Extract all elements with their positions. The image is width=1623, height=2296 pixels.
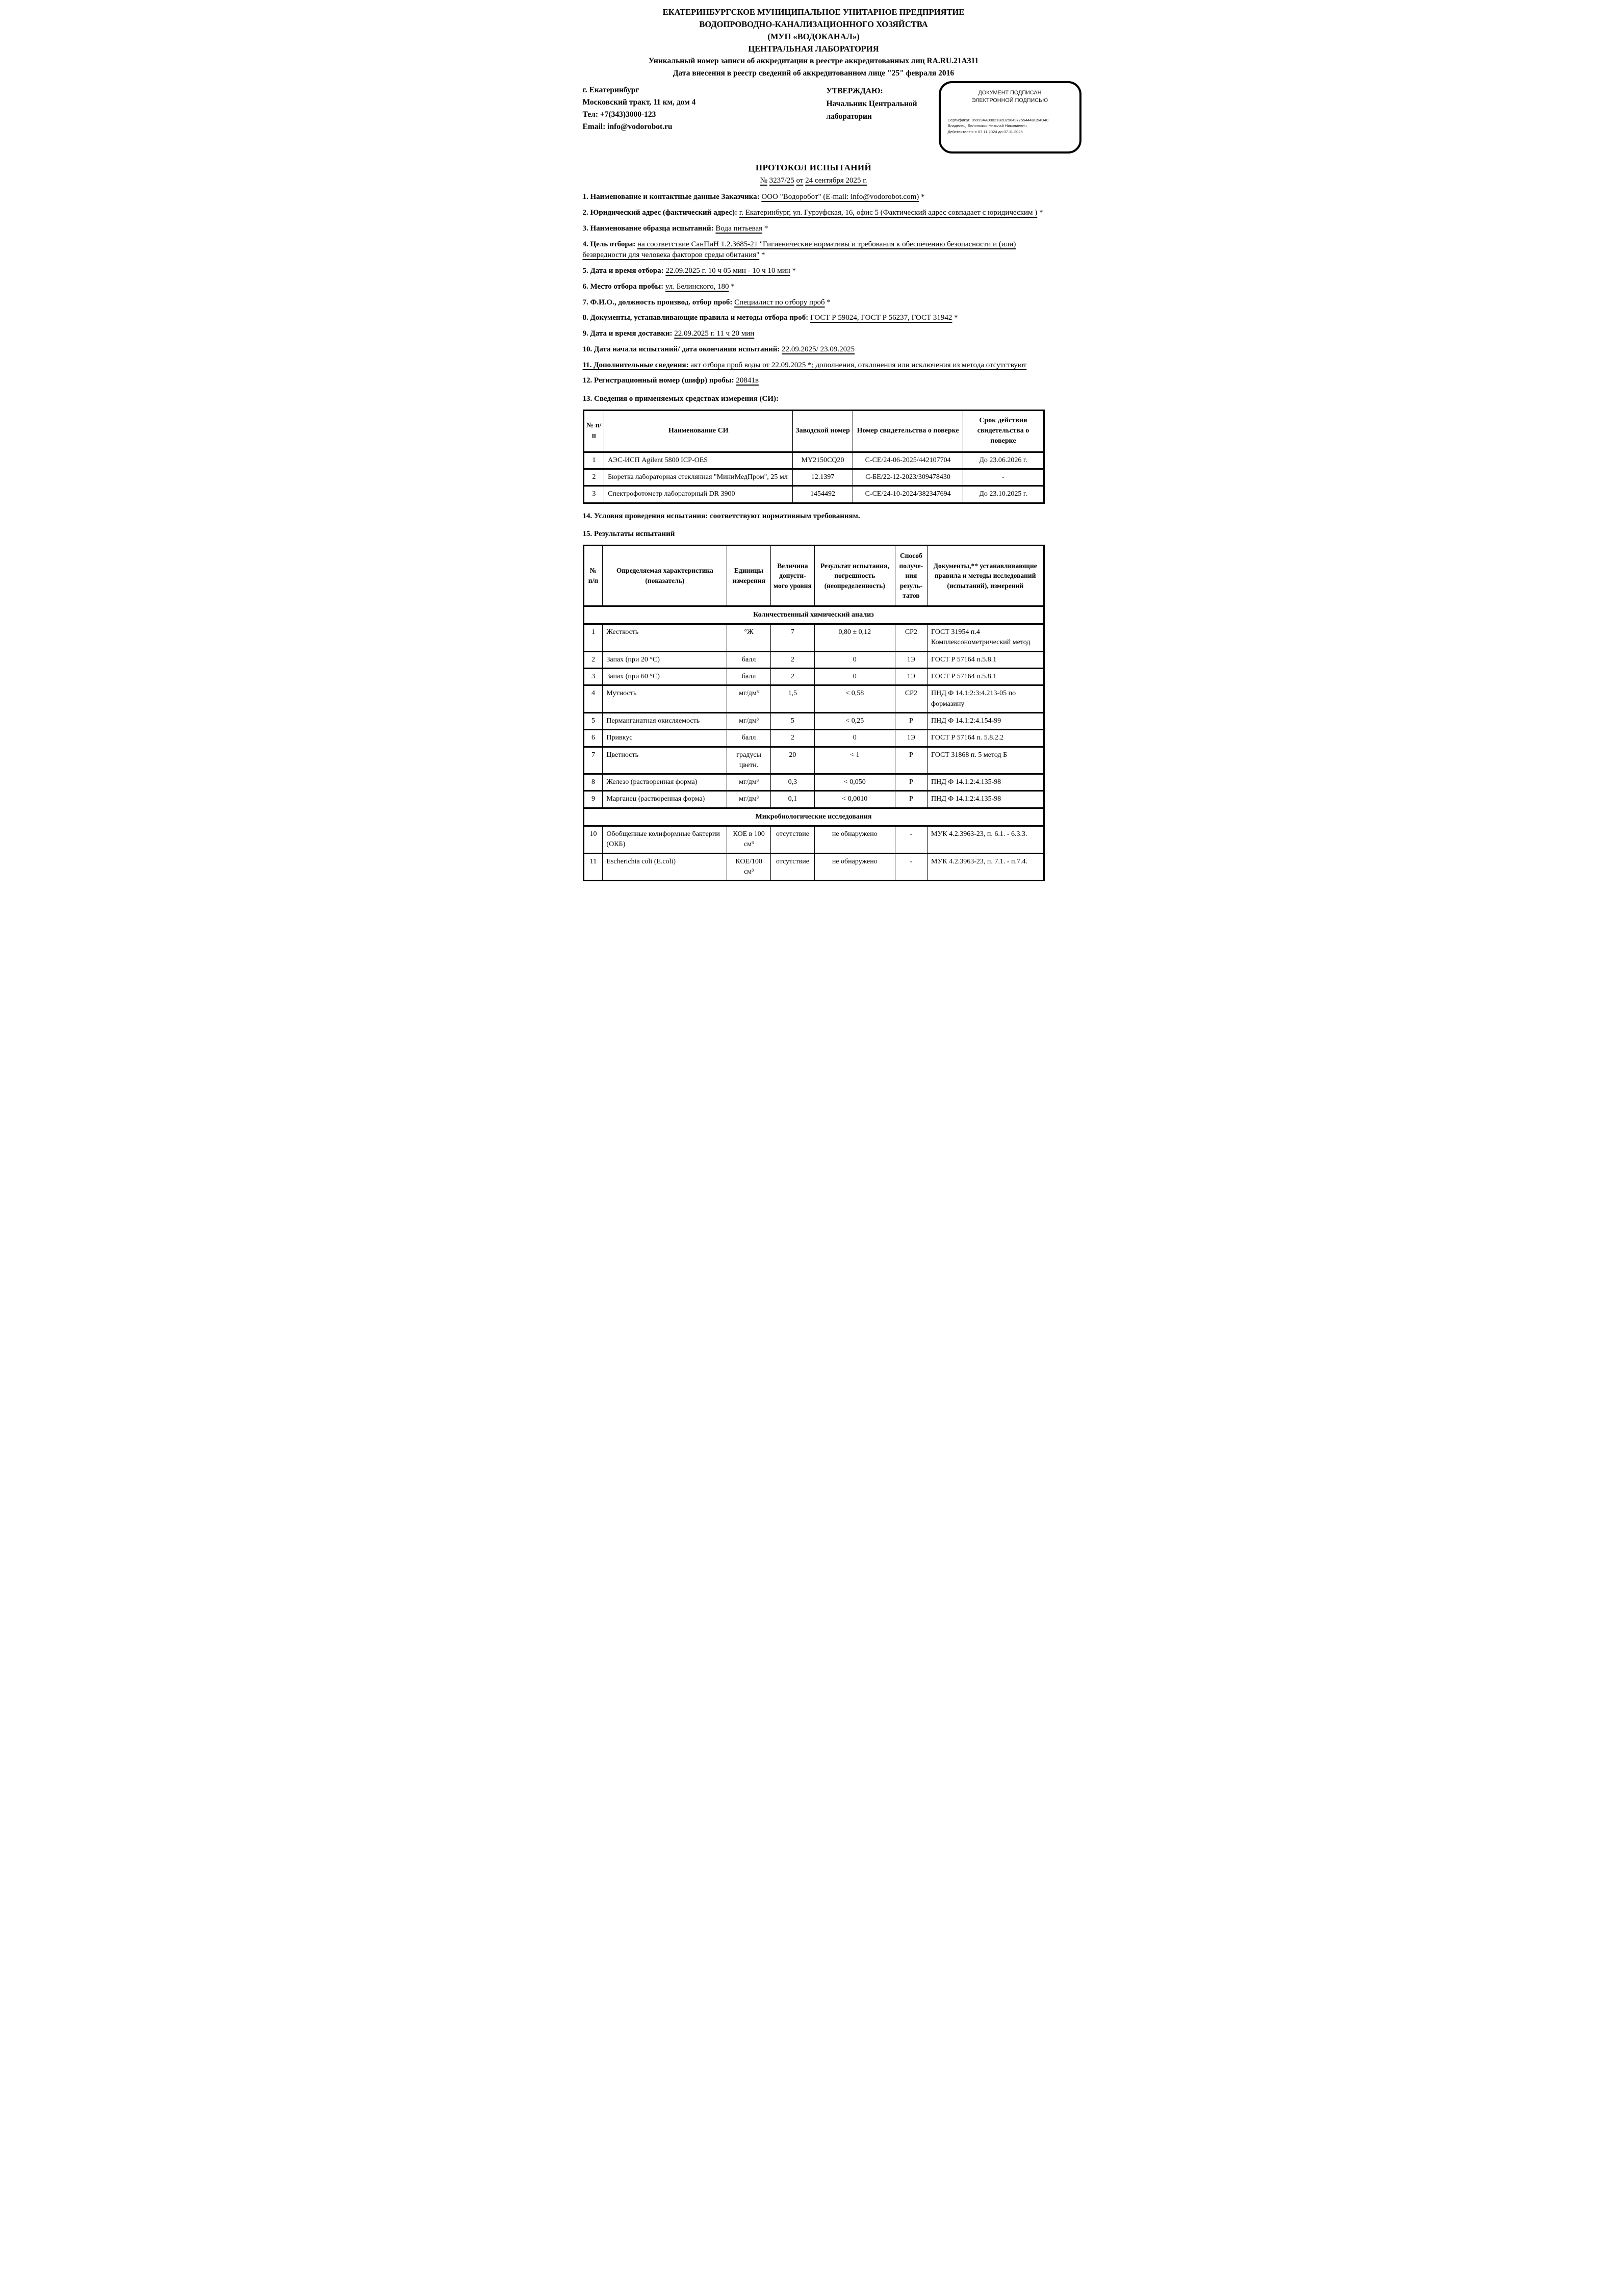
section-15-title: 15. Результаты испытаний <box>582 530 675 539</box>
si-cell: 3 <box>583 486 604 503</box>
item-label: 3. Наименование образца испытаний: <box>582 224 716 233</box>
org-name-line-3: (МУП «ВОДОКАНАЛ») <box>767 31 860 41</box>
result-cell: 2 <box>771 669 815 685</box>
result-cell: 6 <box>583 730 603 747</box>
result-cell: 0,1 <box>771 791 815 808</box>
item-label: 9. Дата и время доставки: <box>582 329 675 338</box>
items-list <box>583 192 1045 387</box>
result-cell: < 0,58 <box>814 685 895 713</box>
results-section-row <box>583 606 1044 624</box>
result-cell: 0,3 <box>771 774 815 791</box>
protocol-item-8 <box>583 313 1045 324</box>
protocol-item-1 <box>583 192 1045 203</box>
result-cell: ПНД Ф 14.1:2:3:4.213-05 по формазину <box>928 685 1044 713</box>
results-header-cell: Единицы измерения <box>727 546 771 606</box>
result-cell: 0 <box>814 651 895 668</box>
results-table-header-row <box>583 546 1044 606</box>
result-row-7 <box>583 747 1044 774</box>
approval-block <box>827 85 945 123</box>
result-cell: - <box>895 826 927 854</box>
result-cell: 1Э <box>895 651 927 668</box>
si-cell: АЭС-ИСП Agilent 5800 ICP-OES <box>604 452 793 469</box>
protocol-date: 24 сентября 2025 г. <box>805 176 867 185</box>
result-cell: Железо (растворенная форма) <box>603 774 727 791</box>
si-cell: До 23.06.2026 г. <box>963 452 1044 469</box>
result-cell: ГОСТ Р 57164 п. 5.8.2.2 <box>928 730 1044 747</box>
result-cell: балл <box>727 730 771 747</box>
info-row <box>582 84 1049 157</box>
result-cell: 20 <box>771 747 815 774</box>
protocol-number: 3237/25 <box>769 176 794 185</box>
result-cell: 2 <box>583 651 603 668</box>
item-label: 7. Ф.И.О., должность производ. отбор проб: <box>582 298 735 307</box>
result-cell: балл <box>727 669 771 685</box>
result-cell: < 0,25 <box>814 712 895 729</box>
si-header-cell: Наименование СИ <box>604 410 793 452</box>
result-cell: МУК 4.2.3963-23, п. 7.1. - п.7.4. <box>928 853 1044 881</box>
item-value: Специалист по отбору проб <box>734 298 825 307</box>
result-cell: Жесткость <box>603 624 727 652</box>
item-suffix: * <box>1037 209 1043 217</box>
si-header-cell: Номер свидетельства о поверке <box>853 410 963 452</box>
results-header-cell: № п/п <box>583 546 603 606</box>
result-cell: Р <box>895 791 927 808</box>
item-suffix: * <box>729 282 735 291</box>
item-value: ГОСТ Р 59024, ГОСТ Р 56237, ГОСТ 31942 <box>810 314 952 322</box>
result-cell: не обнаружено <box>814 853 895 881</box>
item-value: ООО "Водоробот" (E-mail: info@vodorobot.com) <box>761 193 919 201</box>
results-section-title: Микробиологические исследования <box>583 808 1044 826</box>
item-suffix: * <box>919 193 925 201</box>
si-cell: 1 <box>583 452 604 469</box>
si-cell: 2 <box>583 469 604 486</box>
section-14-line <box>583 511 1045 522</box>
result-cell: мг/дм³ <box>727 774 771 791</box>
protocol-of-word: от <box>796 176 804 185</box>
result-cell: отсутствие <box>771 853 815 881</box>
protocol-item-5 <box>583 266 1045 277</box>
si-row-2 <box>583 469 1044 486</box>
result-cell: Мутность <box>603 685 727 713</box>
result-row-8 <box>583 774 1044 791</box>
approval-line-1: Начальник Центральной <box>826 99 917 109</box>
item-label: 10. Дата начала испытаний/ дата окончания испытаний: <box>582 345 782 353</box>
result-cell: мг/дм³ <box>727 791 771 808</box>
protocol-number-label: № <box>760 176 767 185</box>
item-label: 2. Юридический адрес (фактический адрес): <box>582 209 739 217</box>
result-cell: 0 <box>814 669 895 685</box>
protocol-item-10 <box>583 344 1045 355</box>
result-cell: Р <box>895 712 927 729</box>
item-value: 22.09.2025 г. 11 ч 20 мин <box>674 329 755 338</box>
approval-line-2: лаборатории <box>826 112 872 121</box>
si-cell: С-СЕ/24-10-2024/382347694 <box>853 486 963 503</box>
results-table <box>583 545 1045 881</box>
protocol-item-12 <box>583 375 1045 387</box>
document-page <box>526 0 1098 897</box>
result-cell: Р <box>895 747 927 774</box>
result-cell: 0,80 ± 0,12 <box>814 624 895 652</box>
result-cell: ГОСТ 31954 п.4 Комплексонометрический метод <box>928 624 1044 652</box>
result-cell: ПНД Ф 14.1:2:4.135-98 <box>928 791 1044 808</box>
item-label: 4. Цель отбора: <box>582 240 637 248</box>
item-label: 8. Документы, устанавливающие правила и методы отбора проб: <box>582 314 811 322</box>
result-cell: ПНД Ф 14.1:2:4.135-98 <box>928 774 1044 791</box>
results-table-body <box>583 606 1044 880</box>
item-value: акт отбора проб воды от 22.09.2025 *; дополнения, отклонения или исключения из метода отсутствуют <box>690 361 1027 369</box>
org-name-line-2: ВОДОПРОВОДНО-КАНАЛИЗАЦИОННОГО ХОЗЯЙСТВА <box>699 19 928 29</box>
item-value: 22.09.2025 г. 10 ч 05 мин - 10 ч 10 мин <box>665 267 790 275</box>
result-cell: °Ж <box>727 624 771 652</box>
result-row-1 <box>583 624 1044 652</box>
result-cell: мг/дм³ <box>727 712 771 729</box>
protocol-item-4 <box>583 239 1045 262</box>
protocol-item-2 <box>583 208 1045 219</box>
digital-signature-stamp <box>939 81 1081 154</box>
si-cell: - <box>963 469 1044 486</box>
item-label: 1. Наименование и контактные данные Заказчика: <box>582 193 762 201</box>
org-name-line-1: ЕКАТЕРИНБУРГСКОЕ МУНИЦИПАЛЬНОЕ УНИТАРНОЕ ПРЕДПРИЯТИЕ <box>662 7 965 17</box>
result-cell: СР2 <box>895 685 927 713</box>
result-cell: Марганец (растворенная форма) <box>603 791 727 808</box>
si-row-3 <box>583 486 1044 503</box>
result-row-2 <box>583 651 1044 668</box>
result-cell: 1,5 <box>771 685 815 713</box>
protocol-title: ПРОТОКОЛ ИСПЫТАНИЙ <box>755 163 872 173</box>
result-cell: 7 <box>583 747 603 774</box>
result-cell: КОЕ в 100 см³ <box>727 826 771 854</box>
result-cell: 5 <box>771 712 815 729</box>
results-header-cell: Величина допусти- мого уровня <box>771 546 815 606</box>
results-section-title: Количественный химический анализ <box>583 606 1044 624</box>
si-cell: До 23.10.2025 г. <box>963 486 1044 503</box>
si-cell: Бюретка лабораторная стеклянная "МиниМедПром", 25 мл <box>604 469 793 486</box>
protocol-item-6 <box>583 282 1045 293</box>
results-header-cell: Определяемая характеристика (показатель) <box>603 546 727 606</box>
result-cell: 2 <box>771 730 815 747</box>
si-table <box>583 410 1045 504</box>
result-cell: мг/дм³ <box>727 685 771 713</box>
stamp-certificate: Сертификат: 05999AA00021B2B298497755444BC54D40 <box>947 117 1049 122</box>
result-cell: не обнаружено <box>814 826 895 854</box>
result-cell: 7 <box>771 624 815 652</box>
result-row-6 <box>583 730 1044 747</box>
result-cell: 1 <box>583 624 603 652</box>
results-section-row <box>583 808 1044 826</box>
result-cell: Запах (при 60 °С) <box>603 669 727 685</box>
result-cell: 10 <box>583 826 603 854</box>
item-suffix: * <box>790 267 796 275</box>
result-cell: 4 <box>583 685 603 713</box>
si-cell: С-СЕ/24-06-2025/442107704 <box>853 452 963 469</box>
item-suffix: * <box>825 298 831 307</box>
results-header-cell: Способ получе- ния резуль- татов <box>895 546 927 606</box>
result-cell: КОЕ/100 см³ <box>727 853 771 881</box>
item-suffix: * <box>762 224 768 233</box>
item-label: 11. Дополнительные сведения: <box>582 361 691 369</box>
si-cell: 1454492 <box>793 486 853 503</box>
item-label: 6. Место отбора пробы: <box>582 282 665 291</box>
result-cell: МУК 4.2.3963-23, п. 6.1. - 6.3.3. <box>928 826 1044 854</box>
result-cell: 11 <box>583 853 603 881</box>
result-row-3 <box>583 669 1044 685</box>
si-row-1 <box>583 452 1044 469</box>
approval-title: УТВЕРЖДАЮ: <box>826 87 883 96</box>
result-cell: Цветность <box>603 747 727 774</box>
result-cell: 1Э <box>895 669 927 685</box>
result-cell: Р <box>895 774 927 791</box>
stamp-title <box>948 89 1072 105</box>
contact-email: Email: info@vodorobot.ru <box>582 122 673 132</box>
item-suffix: * <box>759 251 765 260</box>
contact-address: Московский тракт, 11 км, дом 4 <box>582 98 696 107</box>
result-cell: 0 <box>814 730 895 747</box>
result-cell: 8 <box>583 774 603 791</box>
stamp-title-line-2: ЭЛЕКТРОННОЙ ПОДПИСЬЮ <box>971 97 1048 104</box>
item-value: на соответствие СанПиН 1.2.3685-21 "Гигиенические нормативы и требования к обеспечению безопасности и (или) безвредности для человека факторов среды обитания" <box>582 240 1016 260</box>
stamp-owner: Владелец: Белоножко Николай Николаевич <box>947 123 1027 129</box>
result-row-11 <box>583 853 1044 881</box>
result-cell: 9 <box>583 791 603 808</box>
result-cell: Запах (при 20 °С) <box>603 651 727 668</box>
result-cell: отсутствие <box>771 826 815 854</box>
registry-date-line: Дата внесения в реестр сведений об аккредитованном лице "25" февраля 2016 <box>673 69 955 78</box>
item-label: 5. Дата и время отбора: <box>582 267 666 275</box>
result-cell: 2 <box>771 651 815 668</box>
result-cell: СР2 <box>895 624 927 652</box>
result-row-9 <box>583 791 1044 808</box>
result-cell: Обобщенные колиформные бактерии (ОКБ) <box>603 826 727 854</box>
si-cell: Спектрофотометр лабораторный DR 3900 <box>604 486 793 503</box>
results-header-cell: Результат испытания, погрешность (неопределенность) <box>814 546 895 606</box>
result-cell: ГОСТ Р 57164 п.5.8.1 <box>928 669 1044 685</box>
section-14-value: соответствуют нормативным требованиям. <box>710 512 860 520</box>
result-cell: 5 <box>583 712 603 729</box>
si-table-body <box>583 452 1044 503</box>
result-cell: ПНД Ф 14.1:2:4.154-99 <box>928 712 1044 729</box>
result-cell: балл <box>727 651 771 668</box>
results-header-cell: Документы,** устанавливающие правила и методы исследований (испытаний), измерений <box>928 546 1044 606</box>
result-cell: градусы цветн. <box>727 747 771 774</box>
org-name-line-4: ЦЕНТРАЛЬНАЯ ЛАБОРАТОРИЯ <box>748 43 879 54</box>
result-row-5 <box>583 712 1044 729</box>
result-cell: Привкус <box>603 730 727 747</box>
si-header-cell: Срок действия свидетельства о поверке <box>963 410 1044 452</box>
protocol-item-11 <box>583 360 1045 371</box>
si-table-header-row <box>583 410 1044 452</box>
result-cell: Escherichia coli (E.coli) <box>603 853 727 881</box>
result-cell: Перманганатная окисляемость <box>603 712 727 729</box>
result-cell: < 0,050 <box>814 774 895 791</box>
section-13-title: 13. Сведения о применяемых средствах измерения (СИ): <box>582 395 779 403</box>
item-value: Вода питьевая <box>715 224 763 233</box>
si-cell: 12.1397 <box>793 469 853 486</box>
result-cell: - <box>895 853 927 881</box>
si-header-cell: № п/п <box>583 410 604 452</box>
stamp-validity: Действителен: с 07.11.2024 до 07.11.2025 <box>947 130 1023 135</box>
protocol-item-7 <box>583 297 1045 309</box>
result-cell: ГОСТ 31868 п. 5 метод Б <box>928 747 1044 774</box>
result-cell: ГОСТ Р 57164 п.5.8.1 <box>928 651 1044 668</box>
section-14-label: 14. Условия проведения испытания: <box>582 512 708 520</box>
item-value: 22.09.2025/ 23.09.2025 <box>782 345 855 353</box>
result-row-10 <box>583 826 1044 854</box>
protocol-item-9 <box>583 328 1045 340</box>
result-cell: < 0,0010 <box>814 791 895 808</box>
item-value: 20841в <box>736 376 759 385</box>
contact-phone: Тел: +7(343)3000-123 <box>582 110 656 119</box>
si-cell: С-БЕ/22-12-2023/309478430 <box>853 469 963 486</box>
stamp-meta <box>948 117 1072 135</box>
item-suffix: * <box>952 314 958 322</box>
protocol-number-line <box>583 176 1045 185</box>
result-cell: 3 <box>583 669 603 685</box>
result-cell: < 1 <box>814 747 895 774</box>
protocol-item-3 <box>583 223 1045 235</box>
accreditation-line: Уникальный номер записи об аккредитации в реестре аккредитованных лиц RA.RU.21АЗ11 <box>648 56 979 65</box>
item-value: ул. Белинского, 180 <box>665 282 729 291</box>
item-label: 12. Регистрационный номер (шифр) пробы: <box>582 376 736 385</box>
stamp-title-line-1: ДОКУМЕНТ ПОДПИСАН <box>978 90 1042 96</box>
item-value: г. Екатеринбург, ул. Гурзуфская, 16, офис 5 (Фактический адрес совпадает с юридическим ) <box>739 209 1038 217</box>
si-cell: MY2150CQ20 <box>793 452 853 469</box>
result-cell: 1Э <box>895 730 927 747</box>
result-row-4 <box>583 685 1044 713</box>
contact-city: г. Екатеринбург <box>582 86 639 95</box>
si-header-cell: Заводской номер <box>793 410 853 452</box>
lab-contacts <box>583 84 797 133</box>
